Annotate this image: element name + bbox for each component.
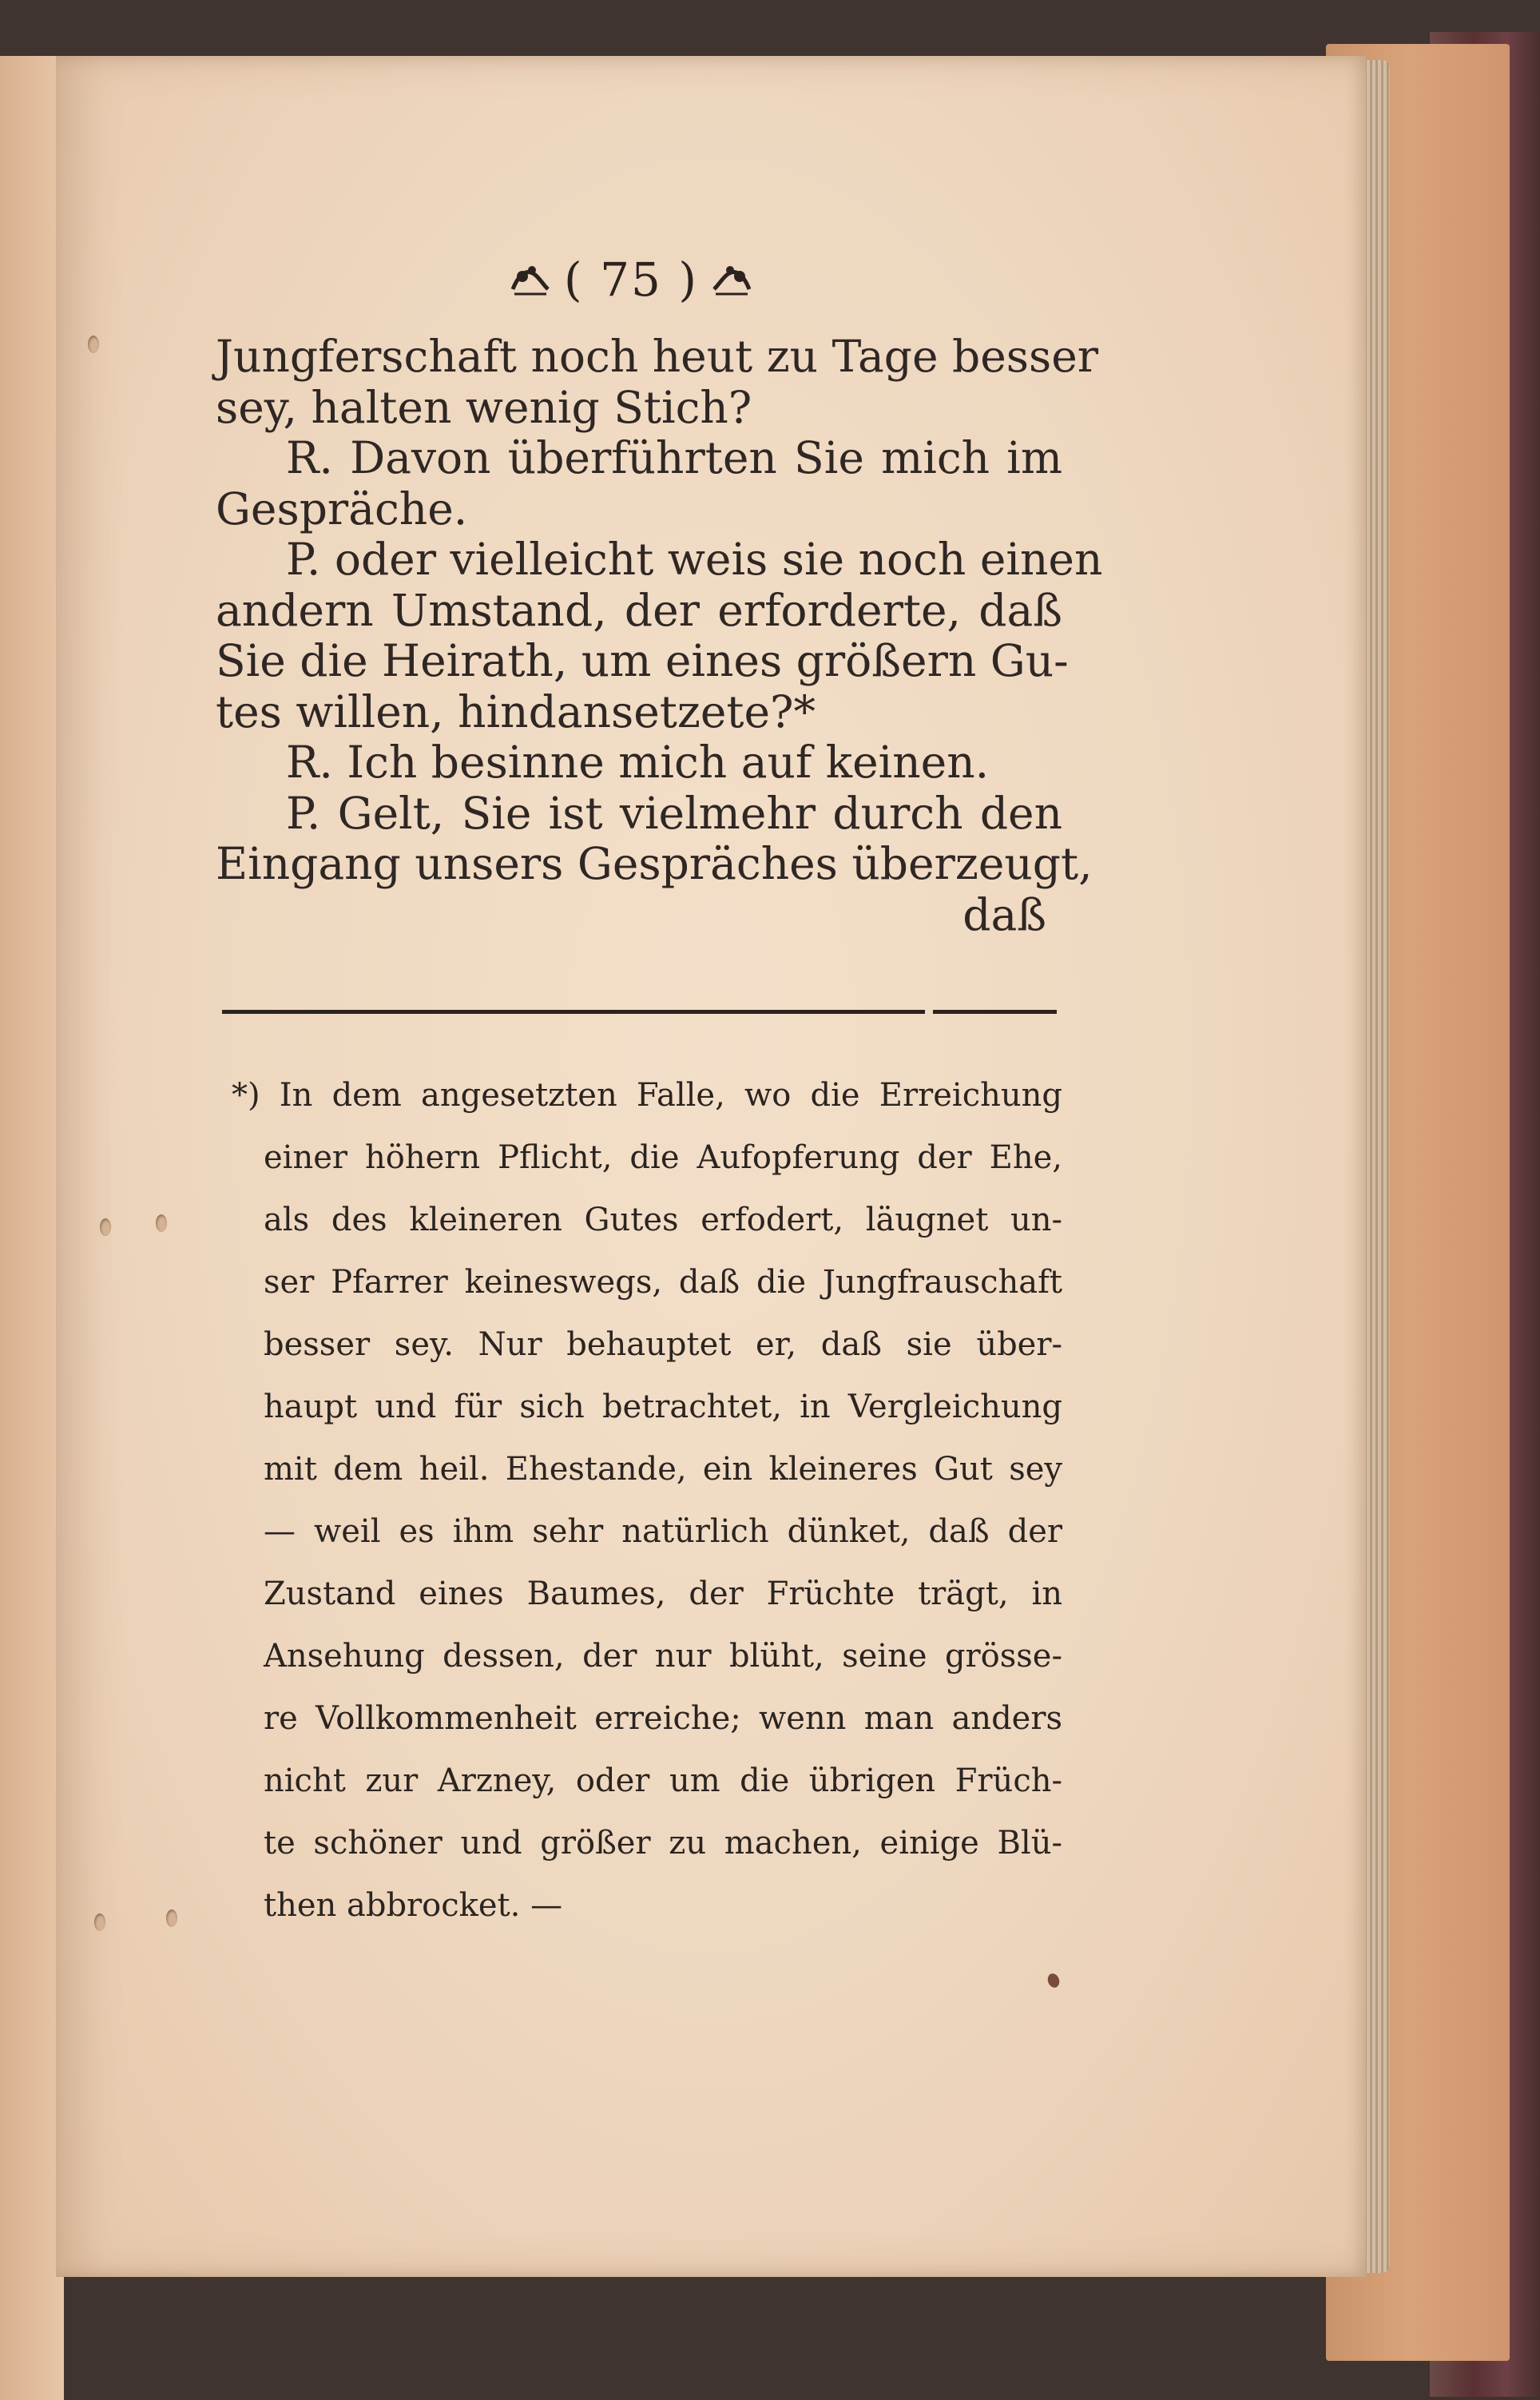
footnote-line: haupt und für sich betrachtet, in Vergleichung <box>264 1389 1062 1425</box>
footnote-line: re Vollkommenheit erreiche; wenn man anders <box>264 1700 1062 1737</box>
binding-hole <box>94 1913 105 1931</box>
footnote-line: ser Pfarrer keineswegs, daß die Jungfrauschaft <box>264 1264 1062 1301</box>
footnote-block <box>232 1064 1062 1937</box>
text-line: P. oder vielleicht weis sie noch einen <box>286 534 1103 585</box>
binding-hole <box>166 1909 177 1927</box>
footnote-line: *) In dem angesetzten Falle, wo die Erreichung <box>232 1077 1062 1114</box>
text-line: Gespräche. <box>216 483 468 534</box>
text-line: andern Umstand, der erforderte, daß <box>216 584 1062 636</box>
text-line: R. Davon überführten Sie mich im <box>286 432 1062 483</box>
binding-hole <box>88 336 99 353</box>
footnote-line: Zustand eines Baumes, der Früchte trägt, in <box>264 1575 1062 1612</box>
footnote-line: Ansehung dessen, der nur blüht, seine grösse- <box>264 1638 1062 1675</box>
text-line: Sie die Heirath, um eines größern Gu- <box>216 635 1069 686</box>
text-line: Eingang unsers Gespräches überzeugt, <box>216 838 1093 889</box>
footnote-line: — weil es ihm sehr natürlich dünket, daß der <box>264 1513 1062 1550</box>
text-line: sey, halten wenig Stich? <box>216 381 752 433</box>
footnote-divider <box>222 1008 1057 1018</box>
footnote-line: einer höhern Pflicht, die Aufopferung der Ehe, <box>264 1139 1062 1176</box>
page-number: ( 75 ) <box>564 252 698 307</box>
main-text-block <box>216 331 1103 940</box>
right-ornament-icon <box>709 257 754 302</box>
text-line: R. Ich besinne mich auf keinen. <box>286 737 990 788</box>
binding-hole <box>100 1218 111 1236</box>
page-header <box>455 248 807 312</box>
text-line: tes willen, hindansetzete?* <box>216 685 816 737</box>
footnote-line: mit dem heil. Ehestande, ein kleineres Gut sey <box>264 1451 1062 1488</box>
left-ornament-icon <box>508 257 553 302</box>
divider-rule <box>933 1010 1057 1014</box>
footnote-line: besser sey. Nur behauptet er, daß sie über- <box>264 1326 1062 1363</box>
footnote-line: als des kleineren Gutes erfodert, läugnet un- <box>264 1202 1062 1238</box>
footnote-line: nicht zur Arzney, oder um die übrigen Früch- <box>264 1762 1062 1799</box>
text-line: P. Gelt, Sie ist vielmehr durch den <box>286 787 1062 839</box>
catchword: daß <box>963 888 1046 940</box>
text-line: Jungferschaft noch heut zu Tage besser <box>216 331 1099 382</box>
footnote-line: then abbrocket. — <box>264 1887 563 1924</box>
facing-page-edge <box>0 56 64 2400</box>
divider-rule <box>222 1010 925 1014</box>
binding-hole <box>156 1214 167 1232</box>
footnote-line: te schöner und größer zu machen, einige Blü- <box>264 1825 1062 1862</box>
